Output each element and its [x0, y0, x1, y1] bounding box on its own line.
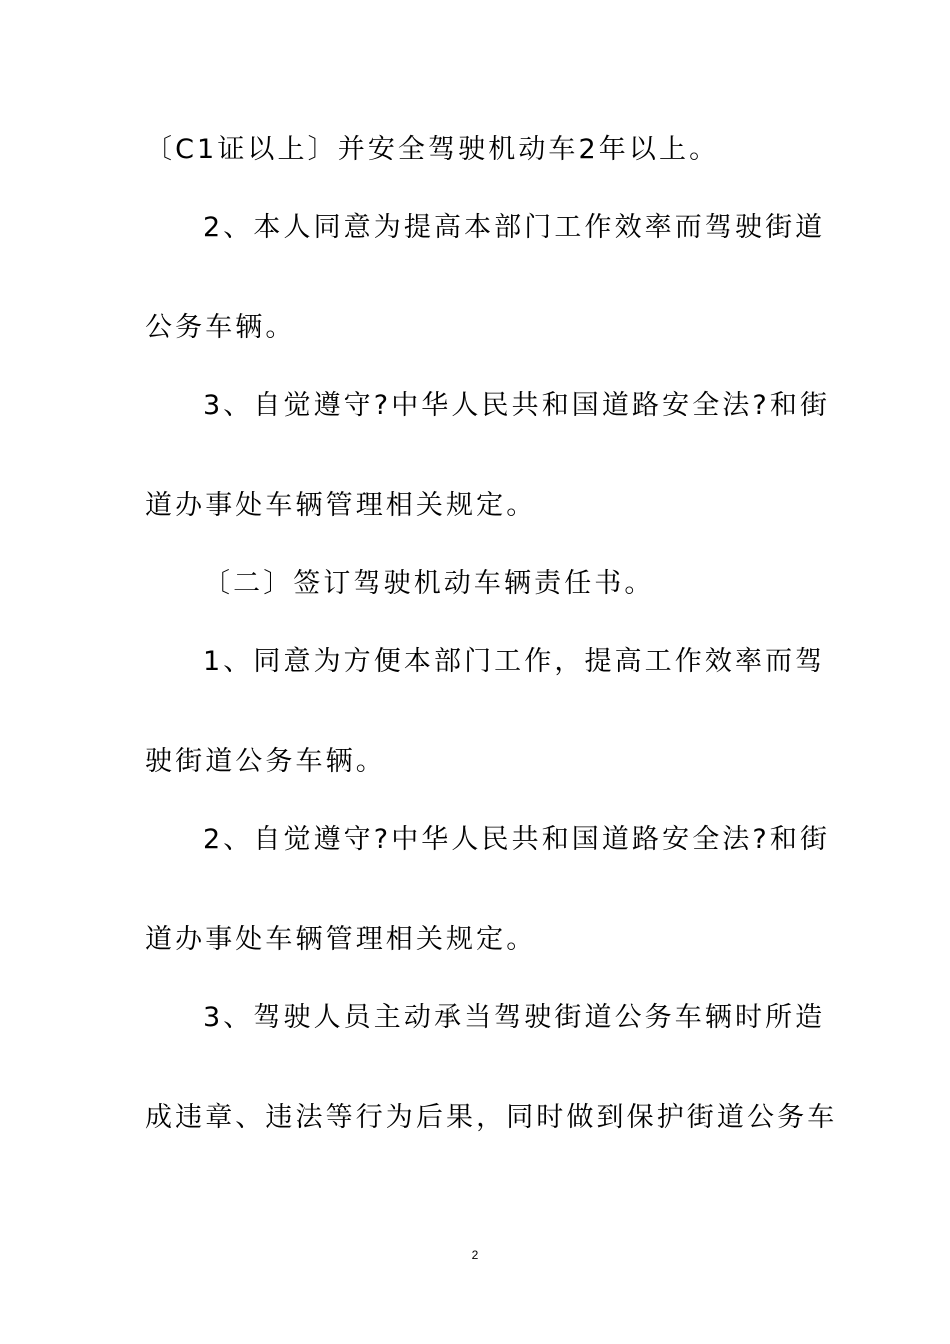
text-line-1: 〔C1证以上〕并安全驾驶机动车2年以上。: [145, 134, 720, 165]
text-line-2: 2、本人同意为提高本部门工作效率而驾驶街道: [203, 212, 826, 243]
text-line-10: 道办事处车辆管理相关规定。: [145, 924, 537, 955]
text-line-5: 道办事处车辆管理相关规定。: [145, 490, 537, 521]
text-line-8: 驶街道公务车辆。: [145, 746, 386, 777]
text-line-3: 公务车辆。: [145, 312, 296, 343]
text-line-12: 成违章、违法等行为后果，同时做到保护街道公务车: [145, 1102, 838, 1133]
text-line-4: 3、自觉遵守?中华人民共和国道路安全法?和街: [203, 390, 831, 421]
text-line-11: 3、驾驶人员主动承当驾驶街道公务车辆时所造: [203, 1002, 826, 1033]
page-number: 2: [471, 1248, 479, 1262]
text-line-9: 2、自觉遵守?中华人民共和国道路安全法?和街: [203, 824, 831, 855]
text-line-6: 〔二〕签订驾驶机动车辆责任书。: [203, 568, 655, 599]
text-line-7: 1、同意为方便本部门工作，提高工作效率而驾: [203, 646, 826, 677]
